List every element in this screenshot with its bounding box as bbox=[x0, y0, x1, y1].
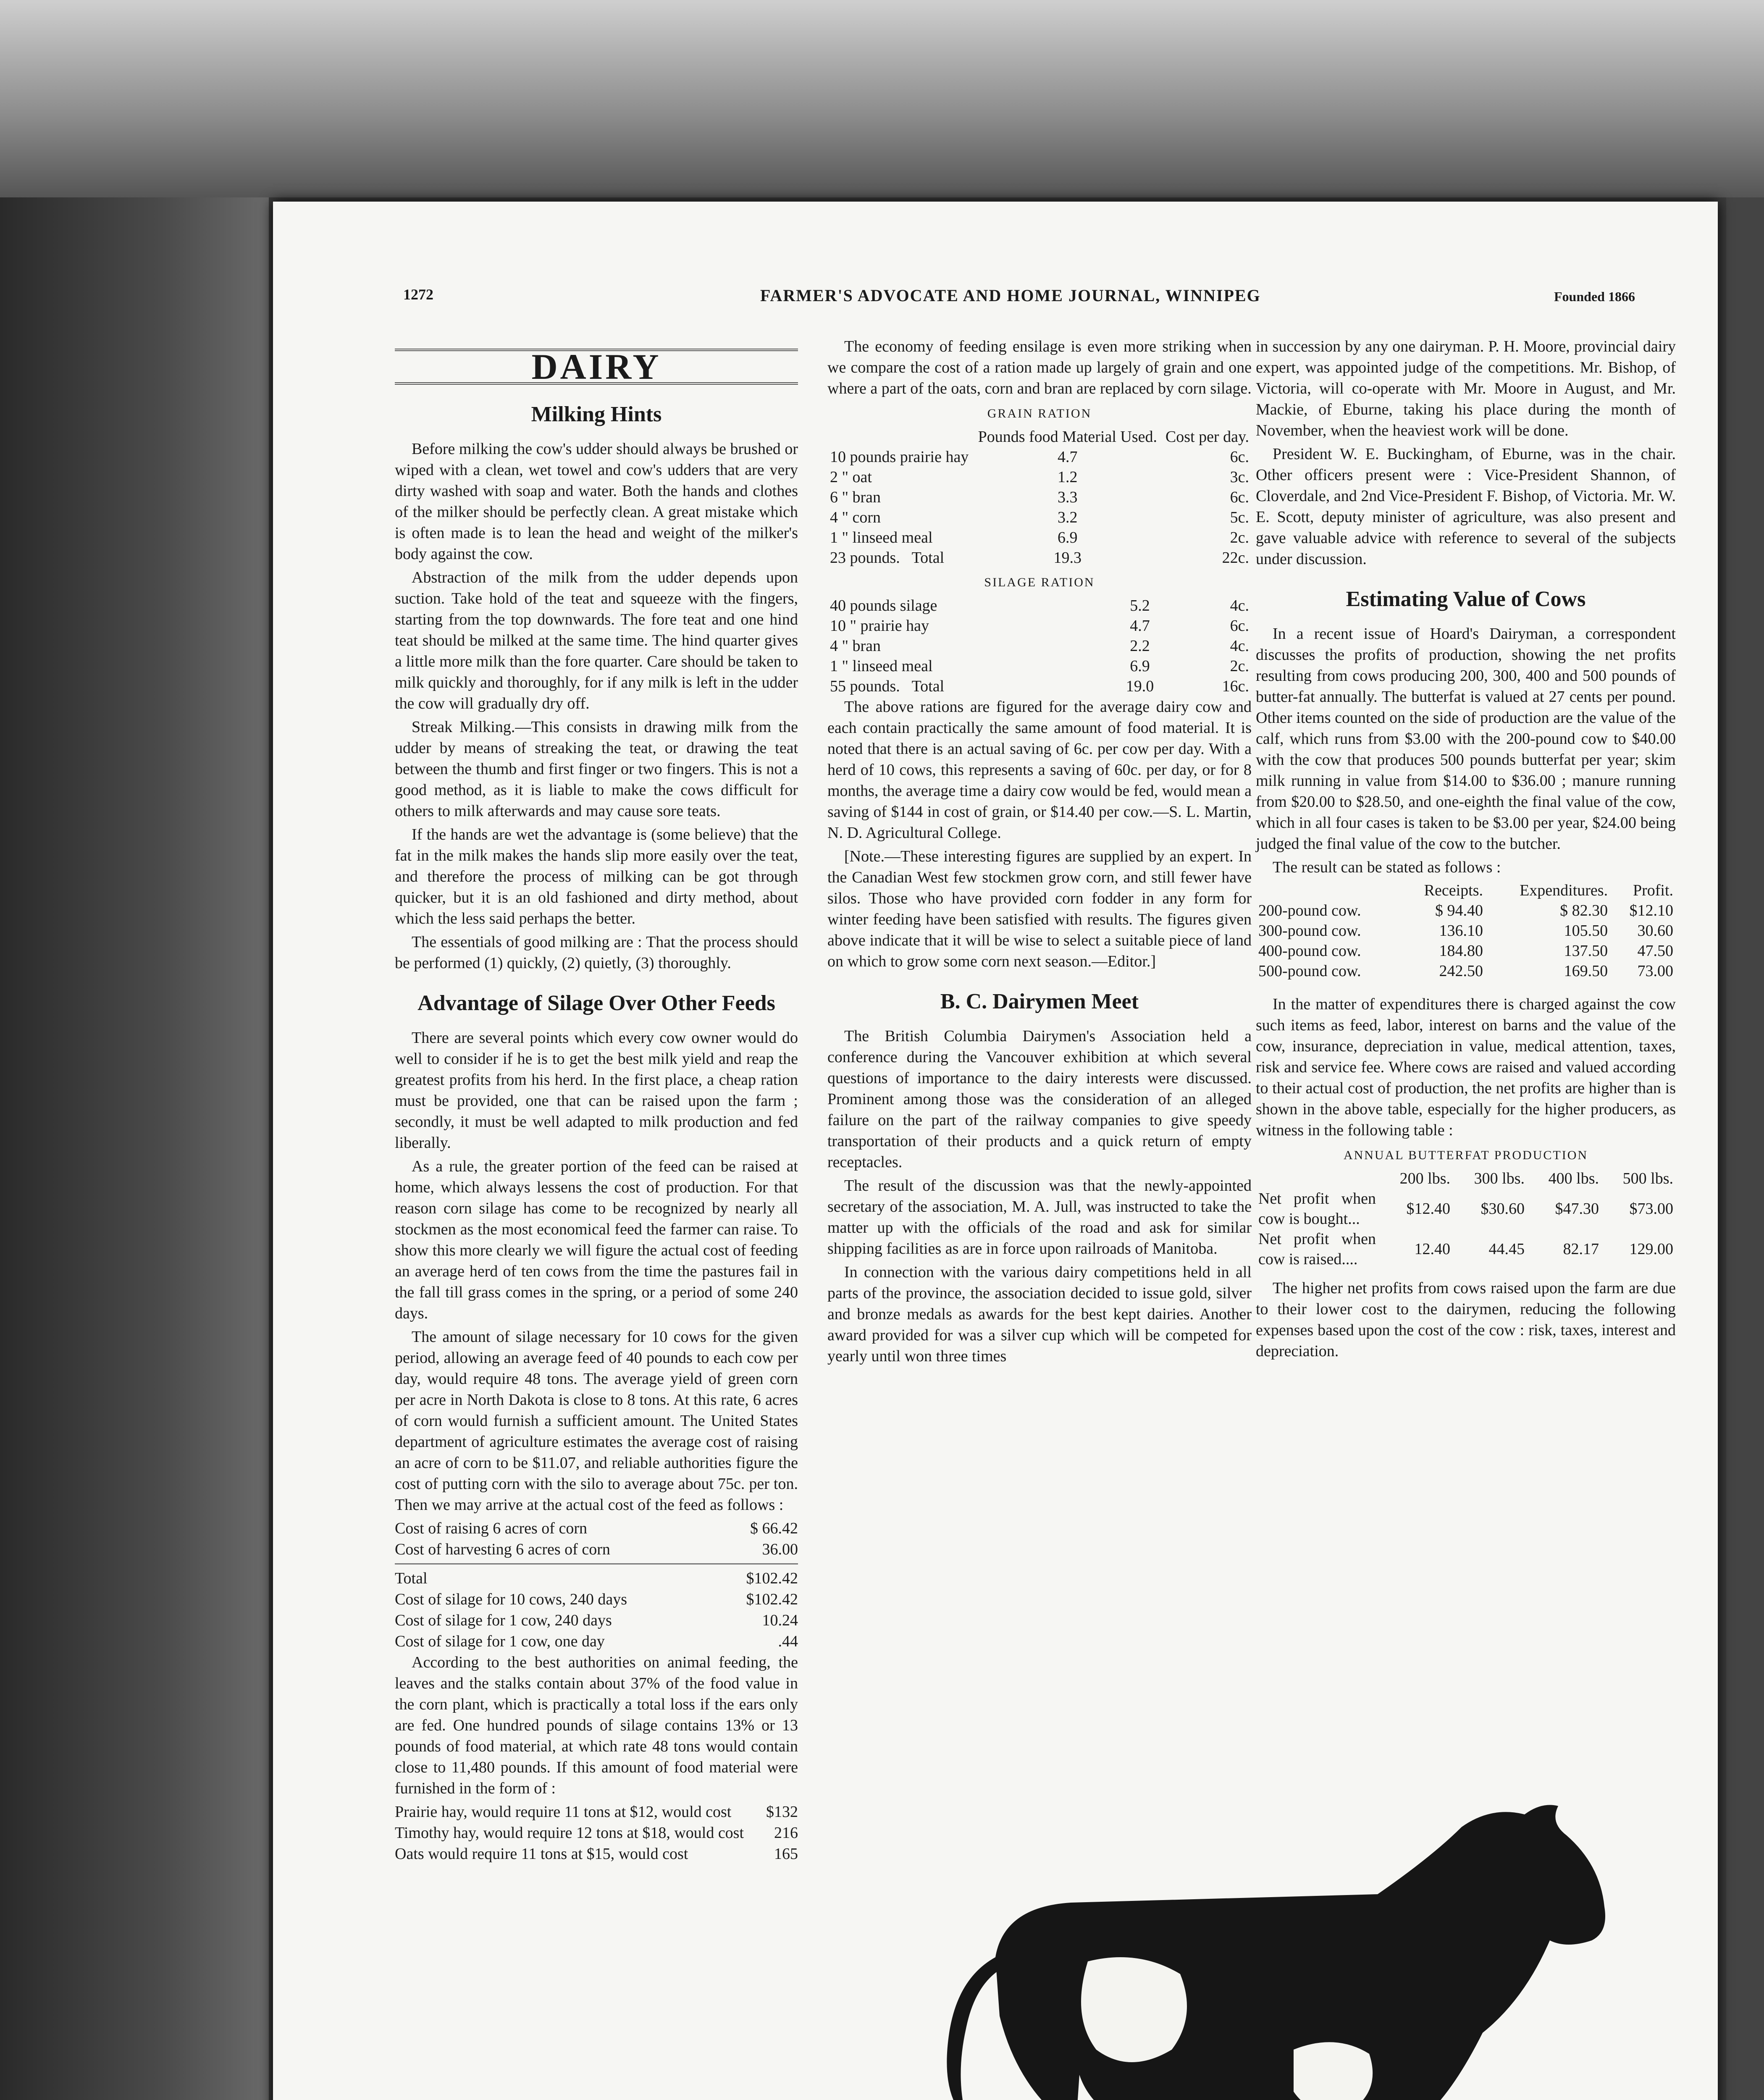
scan-border-top bbox=[0, 0, 1764, 197]
table-row: 1 " linseed meal 6.9 2c. bbox=[830, 657, 1249, 675]
table-total-row: 23 pounds. Total 19.3 22c. bbox=[830, 549, 1249, 567]
table-row: 40 pounds silage 5.2 4c. bbox=[830, 597, 1249, 614]
annual-production-title: ANNUAL BUTTERFAT PRODUCTION bbox=[1343, 1148, 1588, 1162]
bc-dairymen-title: B. C. Dairymen Meet bbox=[940, 990, 1139, 1013]
paragraph: Before milking the cow's udder should always be brushed or wiped with a clean, wet towel and cow's udders that are very dirty washed with soap and water. Both the hands and clothes of the milker should be perfectly clean. A great mistake which is often made is to lean the head and weight of the milker's body against the cow. bbox=[395, 440, 798, 563]
editor-note: [Note.—These interesting figures are supplied by an expert. In the Canadian West few stockmen grow corn, and still fewer have silos. Those who have provided corn fodder in any form for winter feeding have been satisfied with results. The figures given above indicate that it will be wise to select a suitable piece of land on which to grow some corn next season.—Editor.] bbox=[827, 848, 1252, 970]
cost-line: Prairie hay, would require 11 tons at $12, would cost $132 bbox=[395, 1803, 798, 1821]
column-3 bbox=[1256, 336, 1676, 1364]
holstein-bull-photo bbox=[853, 1781, 1642, 2100]
journal-title: FARMER'S ADVOCATE AND HOME JOURNAL, WINNIPEG bbox=[760, 286, 1261, 305]
paragraph: The higher net profits from cows raised upon the farm are due to their lower cost to the dairymen, reducing the following expenses based upon the cost of the cow : risk, taxes, interest and depreciation. bbox=[1256, 1279, 1676, 1360]
cost-list bbox=[395, 1518, 798, 1652]
cost-line: Cost of silage for 10 cows, 240 days $102.42 bbox=[395, 1591, 798, 1608]
paragraph: The amount of silage necessary for 10 cows for the given period, allowing an average feed of 40 pounds to each cow per day, would require 48 tons. The average yield of green corn per acre in North Dakota is close to 8 tons. At this rate, 6 acres of corn would furnish a sufficient amount. The United States department of agriculture estimates the average cost of raising an acre of corn to be $11.07, and reliable authorities figure the cost of putting corn with the silo to average about 75c. per ton. Then we may arrive at the actual cost of the feed as follows : bbox=[395, 1328, 798, 1514]
section-title: DAIRY bbox=[395, 349, 798, 385]
newspaper-page bbox=[273, 202, 1718, 2100]
paragraph: There are several points which every cow owner would do well to consider if he is to get the best milk yield and reap the greatest profits from his herd. In the first place, a cheap ration must be provided, one that can be raised upon the farm ; secondly, it must be well adapted to milk production and fed liberally. bbox=[395, 1029, 798, 1152]
scan-border-left bbox=[0, 197, 269, 2100]
paragraph: The result can be stated as follows : bbox=[1273, 858, 1501, 876]
paragraph: As a rule, the greater portion of the feed can be raised at home, which always lessens the cost of production. For that reason corn silage has come to be recognized by nearly all stockmen as the most economical feed the farmer can raise. To show this more clearly we will figure the actual cost of feeding an average herd of ten cows from the time the pastures fail in the fall till grass comes in the spring, or a period of some 240 days. bbox=[395, 1158, 798, 1322]
table-header-row: Receipts. Expenditures. Profit. bbox=[1424, 882, 1673, 899]
paragraph: The economy of feeding ensilage is even more striking when we compare the cost of a ration made up largely of grain and one where a part of the oats, corn and bran are replaced by corn silage. bbox=[827, 338, 1252, 397]
table-row: 10 pounds prairie hay 4.7 6c. bbox=[830, 448, 1249, 466]
column-2 bbox=[827, 336, 1252, 1369]
paragraph: The essentials of good milking are : That the process should be performed (1) quickly, (2) quietly, (3) thoroughly. bbox=[395, 933, 798, 972]
scan-border-right bbox=[1726, 197, 1764, 2100]
silage-title: Advantage of Silage Over Other Feeds bbox=[417, 991, 775, 1015]
paragraph: If the hands are wet the advantage is (some believe) that the fat in the milk makes the hands slip more easily over the teat, and therefore the process of milking can be got through quicker, but it is an old fashioned and dirty method, about which the less said perhaps the better. bbox=[395, 826, 798, 927]
column-header: Pounds food Material Used. bbox=[978, 428, 1157, 446]
cost-line: Cost of silage for 1 cow, 240 days 10.24 bbox=[395, 1612, 798, 1629]
paragraph: Abstraction of the milk from the udder depends upon suction. Take hold of the teat and squeeze with the fingers, starting from the top downwards. The fore teat and one hind teat should be milked at the same time. The hind quarter gives a little more milk than the fore quarter. Care should be taken to milk quickly and thoroughly, for if any milk is left in the udder the cow will gradually dry off. bbox=[395, 569, 798, 712]
founded-note: Founded 1866 bbox=[1554, 289, 1635, 304]
cost-line: Cost of silage for 1 cow, one day .44 bbox=[395, 1633, 798, 1650]
estimating-title: Estimating Value of Cows bbox=[1346, 587, 1586, 611]
table-row: 2 " oat 1.2 3c. bbox=[830, 468, 1249, 486]
table-row: 300-pound cow. 136.10 105.50 30.60 bbox=[1258, 922, 1673, 940]
paragraph: In connection with the various dairy competitions held in all parts of the province, the association decided to issue gold, silver and bronze medals as awards for the best kept dairies. Another award provided for was a silver cup which will be competed for yearly until won three times bbox=[827, 1263, 1252, 1365]
table-header-row bbox=[827, 427, 1252, 447]
alt-cost-list bbox=[395, 1801, 798, 1864]
paragraph: The result of the discussion was that the newly-appointed secretary of the association, M. A. Jull, was instructed to take the matter up with the officials of the road and ask for similar shipping facilities as are in force upon railroads of Manitoba. bbox=[827, 1177, 1252, 1257]
cost-line: Total $102.42 bbox=[395, 1570, 798, 1587]
cost-line: Timothy hay, would require 12 tons at $18, would cost 216 bbox=[395, 1824, 798, 1842]
results-table bbox=[1256, 880, 1676, 981]
table-row: 1 " linseed meal 6.9 2c. bbox=[830, 529, 1249, 546]
annual-table bbox=[1256, 1168, 1676, 1269]
paragraph: President W. E. Buckingham, of Eburne, was in the chair. Other officers present were : Vice-President Shannon, of Cloverdale, and 2nd Vice-President F. Bishop, of Victoria. Mr. W. E. Scott, deputy minister of agriculture, was also present and gave valuable advice with reference to several of the subjects under discussion. bbox=[1256, 445, 1676, 568]
table-row: 6 " bran 3.3 6c. bbox=[830, 488, 1249, 506]
paragraph: Streak Milking.—This consists in drawing milk from the udder by means of streaking the teat, or drawing the teat between the thumb and first finger or two fingers. This is not a good method, as it is liable to make the cows difficult for others to milk afterwards and may cause sore teats. bbox=[395, 718, 798, 820]
table-row: 200-pound cow. $ 94.40 $ 82.30 $12.10 bbox=[1258, 902, 1673, 919]
table-row: 10 " prairie hay 4.7 6c. bbox=[830, 617, 1249, 635]
grain-ration-title: GRAIN RATION bbox=[987, 407, 1092, 420]
table-row: 500-pound cow. 242.50 169.50 73.00 bbox=[1258, 962, 1673, 980]
milking-hints-title: Milking Hints bbox=[531, 402, 662, 426]
paragraph: in succession by any one dairyman. P. H. Moore, provincial dairy expert, was appointed judge of the competitions. Mr. Bishop, of Victoria, will co-operate with Mr. Moore in August, and Mr. Mackie, of Eburne, taking his place during the month of November, when the heaviest work will be done. bbox=[1256, 338, 1676, 439]
cost-line: Cost of raising 6 acres of corn $ 66.42 bbox=[395, 1520, 798, 1537]
table-header-row: 200 lbs. 300 lbs. 400 lbs. 500 lbs. bbox=[1399, 1170, 1673, 1187]
silage-ration-table bbox=[827, 596, 1252, 696]
page-header bbox=[273, 286, 1718, 319]
paragraph: In a recent issue of Hoard's Dairyman, a correspondent discusses the profits of production, showing the net profits resulting from cows producing 200, 300, 400 and 500 pounds of butter-fat annually. The butterfat is valued at 27 cents per pound. Other items counted on the side of production are the value of the calf, which runs from $3.00 with the 200-pound cow to $40.00 with the cow that produces 500 pounds butterfat per year; skim milk running in value from $14.00 to $36.00 ; manure running from $20.00 to $28.50, and one-eighth the final value of the cow, which in all four cases is taken to be $3.00 per year, $24.00 being judged the final value of the cow to the butcher. bbox=[1256, 625, 1676, 853]
paragraph: The British Columbia Dairymen's Association held a conference during the Vancouver exhibition at which several questions of importance to the dairy interests were discussed. Prominent among those was the consideration of an alleged failure on the part of the railway companies to give speedy transportation of their products and a quick return of empty receptacles. bbox=[827, 1027, 1252, 1171]
table-row: 4 " bran 2.2 4c. bbox=[830, 637, 1249, 655]
paragraph: In the matter of expenditures there is charged against the cow such items as feed, labor, interest on barns and the value of the cow, insurance, depreciation in value, medical attention, taxes, risk and service fee. Where cows are raised and valued according to their actual cost of production, the net profits are higher than is shown in the above table, especially for the higher producers, as witness in the following table : bbox=[1256, 995, 1676, 1139]
column-1 bbox=[395, 336, 798, 1864]
paragraph: The above rations are figured for the average dairy cow and each contain practically the same amount of food material. It is noted that there is an actual saving of 6c. per cow per day. With a herd of 10 cows, this represents a saving of 60c. per day, or for 8 months, the average time a dairy cow would be fed, would mean a saving of $144 in cost of grain, or $14.40 per cow.—S. L. Martin, N. D. Agricultural College. bbox=[827, 698, 1252, 842]
cost-line: Oats would require 11 tons at $15, would cost 165 bbox=[395, 1845, 798, 1863]
grain-ration-table bbox=[827, 427, 1252, 568]
silage-ration-title: SILAGE RATION bbox=[984, 575, 1095, 589]
table-row: 4 " corn 3.2 5c. bbox=[830, 509, 1249, 526]
page-number: 1272 bbox=[403, 286, 433, 303]
column-header: Cost per day. bbox=[1165, 428, 1249, 446]
table-row: Net profit when cow is raised.... 12.40 44.45 82.17 129.00 bbox=[1258, 1230, 1673, 1268]
table-row: 400-pound cow. 184.80 137.50 47.50 bbox=[1258, 942, 1673, 960]
cost-line: Cost of harvesting 6 acres of corn 36.00 bbox=[395, 1541, 798, 1558]
table-total-row: 55 pounds. Total 19.0 16c. bbox=[830, 677, 1249, 695]
table-row: Net profit when cow is bought... $12.40 $30.60 $47.30 $73.00 bbox=[1258, 1190, 1673, 1228]
paragraph: According to the best authorities on animal feeding, the leaves and the stalks contain about 37% of the food value in the corn plant, which is practically a total loss if the ears only are fed. One hundred pounds of silage contains 13% or 13 pounds of food material, at which rate 48 tons would contain close to 11,480 pounds. If this amount of food material were furnished in the form of : bbox=[395, 1654, 798, 1797]
divider bbox=[395, 1563, 798, 1564]
